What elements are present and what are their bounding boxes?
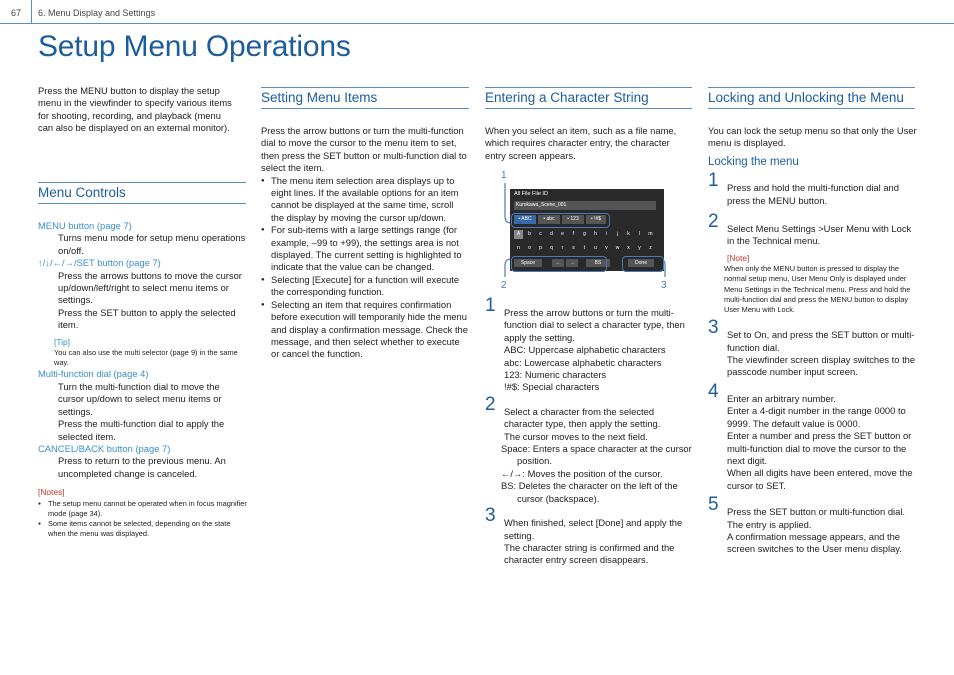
step-text: A confirmation message appears, and the screen switches to the User menu display.: [727, 530, 902, 555]
char-key[interactable]: l: [638, 231, 641, 237]
step-text: When all digits have been entered, move the cursor to SET.: [727, 467, 913, 491]
char-key[interactable]: i: [605, 231, 608, 237]
tip-text: You can also use the multi selector (page 9) in the same way.: [54, 348, 238, 368]
step-number: 5: [708, 494, 719, 516]
menu-button-desc: Turns menu mode for setup menu operations on/off.: [58, 232, 246, 256]
callout-number-1: 1: [501, 170, 507, 181]
char-type-item: 123: Numeric characters: [504, 369, 607, 381]
locking-subheading: Locking the menu: [708, 155, 799, 168]
step-number: 1: [708, 170, 719, 192]
setting-menu-items-heading: Setting Menu Items: [261, 90, 378, 105]
char-key[interactable]: g: [583, 231, 586, 237]
char-key[interactable]: m: [648, 231, 653, 237]
callout-number-3: 3: [661, 280, 667, 291]
step-text: Enter an arbitrary number.: [727, 392, 836, 404]
menu-controls-list: [38, 220, 248, 539]
step-text: Press the arrow buttons or turn the multi-function dial to select a character type, then apply the setting.: [504, 307, 685, 343]
menu-controls-section: [38, 182, 246, 204]
cursor-left-button[interactable]: ←: [552, 259, 564, 267]
note-item: ● The setup menu cannot be operated when in focus magnifier mode (page 34).: [38, 499, 248, 519]
note-text: When only the MENU button is pressed to display the normal setup menu, User Menu Only is displayed under Menu Settings in the Technical menu. Press and hold the multi-function dial and press the MENU button to display User Menu with Lock.: [724, 264, 911, 315]
dial-link[interactable]: Multi-function dial (page 4): [38, 368, 149, 380]
char-key[interactable]: o: [528, 245, 531, 251]
setting-bullet: ● The menu item selection area displays up to eight lines. If the available options for an item cannot be displayed at the same time, scroll the display by moving the cursor up/down.: [261, 175, 469, 225]
dial-desc-2: Press the multi-function dial to apply the selected item.: [58, 418, 225, 442]
header-rule: [0, 23, 954, 24]
char-key[interactable]: h: [594, 231, 597, 237]
tab-special[interactable]: • !#$: [586, 215, 606, 224]
entering-step-2: [485, 393, 692, 443]
char-key[interactable]: t: [583, 245, 586, 251]
char-row-1: [514, 230, 656, 239]
cancel-back-link[interactable]: CANCEL/BACK button (page 7): [38, 442, 171, 454]
char-key[interactable]: v: [605, 245, 608, 251]
screen-title: All File File ID: [514, 191, 548, 197]
setting-menu-items-body: [261, 125, 469, 361]
step-text: Enter a 4-digit number in the range 0000 to 9999. The default value is 0000.: [727, 405, 906, 429]
setting-bullet: ● For sub-items with a large settings range (for example, –99 to +99), the settings area is not displayed. The current setting is highlighted to indicate that the value can be changed.: [261, 224, 469, 274]
key-desc-space: Space: Enters a space character at the cursor position.: [501, 443, 692, 467]
arrow-set-button-link[interactable]: ↑/↓/←/→/SET button (page 7): [38, 257, 161, 269]
char-key[interactable]: b: [528, 231, 531, 237]
cancel-desc: Press to return to the previous menu. An uncompleted change is canceled.: [58, 455, 226, 479]
step-number: 2: [708, 211, 719, 233]
step-text: Select Menu Settings >User Menu with Lock in the Technical menu.: [727, 223, 912, 247]
step-number: 3: [708, 317, 719, 339]
note-label: [Note]: [727, 252, 750, 263]
char-key[interactable]: y: [638, 245, 641, 251]
tab-lowercase[interactable]: • abc: [538, 215, 560, 224]
char-type-item: abc: Lowercase alphabetic characters: [504, 356, 662, 368]
setting-intro: Press the arrow buttons or turn the multi-function dial to move the cursor to the menu item to set, then press the SET button or multi-function dial to select the item.: [261, 125, 467, 174]
char-row-2: [514, 244, 656, 253]
tip-label: [Tip]: [54, 336, 70, 347]
locking-step-4: [708, 380, 918, 492]
entering-character-section: [485, 87, 692, 109]
step-text: The entry is applied.: [727, 518, 812, 530]
char-type-item: !#$: Special characters: [504, 381, 600, 393]
menu-controls-heading: Menu Controls: [38, 185, 126, 200]
key-desc-bs: BS: Deletes the character on the left of the cursor (backspace).: [501, 480, 678, 504]
char-key[interactable]: f: [572, 231, 575, 237]
header-separator: [31, 0, 32, 24]
char-key[interactable]: j: [616, 231, 619, 237]
char-key[interactable]: q: [550, 245, 553, 251]
setting-bullet: ● Selecting [Execute] for a function will execute the corresponding function.: [261, 274, 469, 299]
char-key[interactable]: A: [514, 230, 523, 239]
char-key[interactable]: z: [649, 245, 652, 251]
backspace-button[interactable]: BS: [586, 259, 610, 267]
entering-step-2-keys: [501, 443, 692, 505]
step-number: 4: [708, 380, 719, 402]
locking-step-3: [708, 317, 918, 379]
text-field: [514, 201, 656, 210]
locking-step-5: [708, 494, 918, 556]
cursor-right-button[interactable]: →: [566, 259, 578, 267]
char-key[interactable]: x: [627, 245, 630, 251]
step-number: 3: [485, 505, 496, 527]
char-key[interactable]: r: [561, 245, 564, 251]
arrow-desc-2: Press the SET button to apply the selected item.: [58, 306, 236, 331]
page-title: Setup Menu Operations: [38, 30, 351, 63]
setting-bullet: ● Selecting an item that requires confirmation before execution will temporarily hide the menu and display a confirmation message. Check the message, and then select whether to execute or cancel the function.: [261, 299, 469, 361]
setting-menu-items-section: [261, 87, 469, 109]
step-text: Set to On, and press the SET button or multi-function dial.: [727, 329, 915, 353]
callout-box-1: [511, 213, 610, 228]
entering-step-3: [485, 505, 692, 567]
text-field-value: Kurokawa_Scene_001: [516, 202, 567, 208]
entering-steps: [485, 295, 692, 567]
step-text: Enter a number and press the SET button or multi-function dial to move the cursor to the next digit.: [727, 430, 912, 466]
char-key[interactable]: e: [561, 231, 564, 237]
notes-label: [Notes]: [38, 487, 65, 498]
step-number: 1: [485, 295, 496, 316]
tab-uppercase[interactable]: • ABC: [514, 215, 536, 224]
locking-body: [708, 125, 918, 556]
step-text: Select a character from the selected character type, then apply the setting.: [504, 405, 661, 430]
char-type-item: ABC: Uppercase alphabetic characters: [504, 344, 666, 356]
char-key[interactable]: w: [615, 245, 620, 251]
menu-button-link[interactable]: MENU button (page 7): [38, 220, 132, 231]
entering-step-1: [485, 295, 692, 394]
arrow-desc-1: Press the arrows buttons to move the cursor up/down/left/right to select menu items or settings.: [58, 269, 242, 306]
tip-block: [54, 336, 248, 369]
section-title: 6. Menu Display and Settings: [38, 8, 156, 18]
space-button[interactable]: Space: [514, 259, 542, 267]
key-desc-arrows: ←/→: Moves the position of the cursor.: [501, 467, 663, 479]
step-text: The cursor moves to the next field.: [504, 430, 648, 442]
locking-heading: Locking and Unlocking the Menu: [708, 90, 904, 105]
dial-desc-1: Turn the multi-function dial to move the cursor up/down to select menu items or settings.: [58, 380, 222, 417]
step-text: Press the SET button or multi-function dial.: [727, 506, 906, 518]
char-key[interactable]: s: [572, 245, 575, 251]
callout-box-3: [622, 256, 664, 272]
step-text: Press and hold the multi-function dial and press the MENU button.: [727, 182, 899, 206]
char-key[interactable]: d: [550, 231, 553, 237]
char-key[interactable]: p: [539, 245, 542, 251]
step-text: The viewfinder screen display switches to the passcode number input screen.: [727, 354, 916, 378]
locking-step-1: [708, 170, 918, 207]
step-number: 2: [485, 393, 496, 415]
note-item: ● Some items cannot be selected, depending on the state when the menu was displayed.: [38, 519, 248, 539]
done-button[interactable]: Done: [628, 259, 654, 267]
step-text: When finished, select [Done] and apply the setting.: [504, 517, 683, 541]
page-number: 67: [11, 8, 22, 18]
callout-box-2: [511, 256, 607, 272]
entering-character-heading: Entering a Character String: [485, 90, 649, 105]
char-key[interactable]: u: [594, 245, 597, 251]
char-key[interactable]: k: [627, 231, 630, 237]
locking-step-2: [708, 211, 918, 315]
char-key[interactable]: n: [517, 245, 520, 251]
entering-intro: When you select an item, such as a file name, which requires character entry, the character entry screen appears.: [485, 125, 677, 161]
locking-section: [708, 87, 915, 109]
locking-intro: You can lock the setup menu so that only the User menu is displayed.: [708, 125, 917, 149]
char-key[interactable]: c: [539, 231, 542, 237]
intro-paragraph: Press the MENU button to display the setup menu in the viewfinder to specify various items for shooting, recording, and playback (menu can also be displayed on an external monitor).: [38, 85, 232, 134]
step-text: The character string is confirmed and the character entry screen disappears.: [504, 541, 675, 566]
tab-numeric[interactable]: • 123: [562, 215, 584, 224]
callout-number-2: 2: [501, 280, 507, 291]
